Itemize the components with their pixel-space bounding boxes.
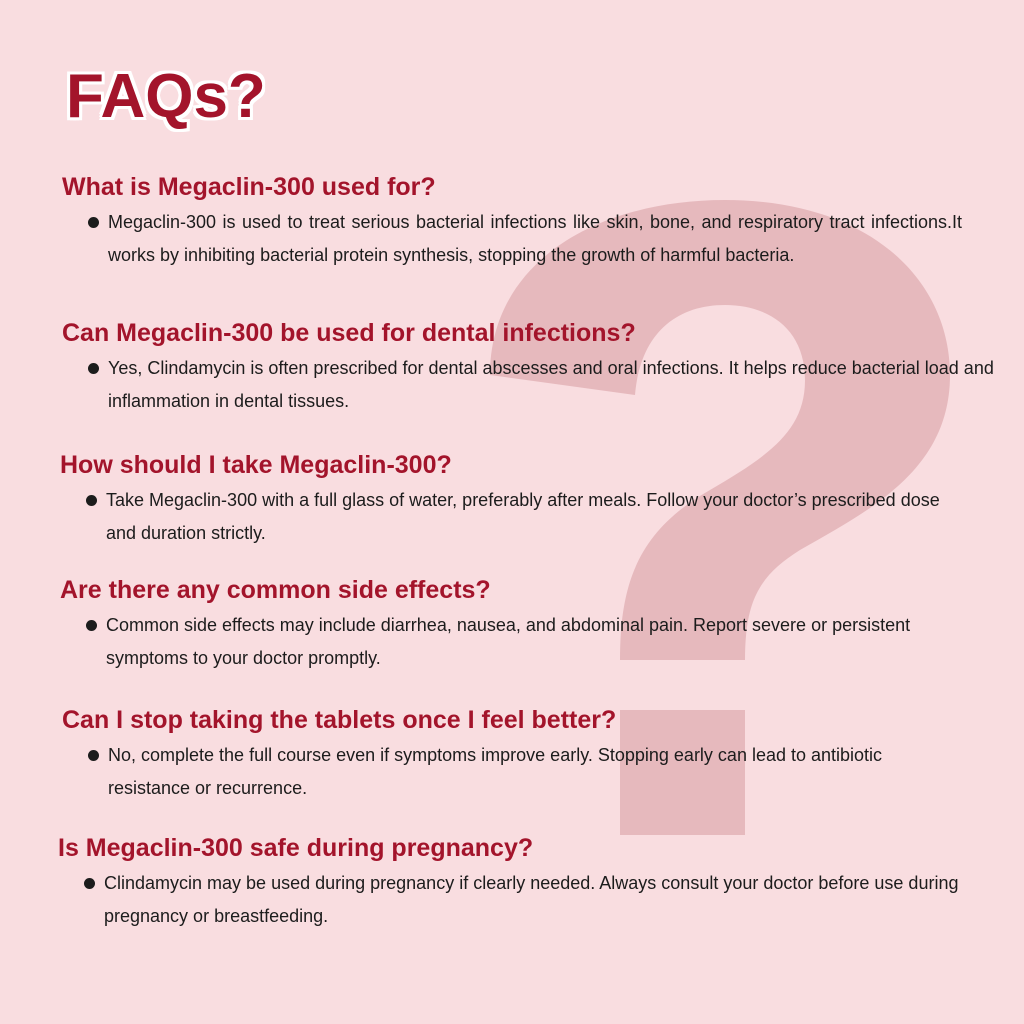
bullet-dot-icon <box>88 363 99 374</box>
faq-answer <box>62 352 1002 418</box>
faq-question: Can I stop taking the tablets once I feel better? <box>62 706 617 734</box>
faq-answer-text: Clindamycin may be used during pregnancy if clearly needed. Always consult your doctor before use during pregnancy or breastfeeding. <box>104 873 959 926</box>
faq-item <box>62 705 962 805</box>
bullet-dot-icon <box>88 750 99 761</box>
faq-item <box>60 575 980 675</box>
faq-item <box>62 318 1002 418</box>
faq-answer <box>60 609 980 675</box>
faq-item <box>62 172 962 272</box>
faq-answer-text: Yes, Clindamycin is often prescribed for dental abscesses and oral infections. It helps reduce bacterial load and inflammation in dental tissues. <box>108 358 994 411</box>
faq-answer <box>60 484 960 550</box>
faq-question: Can Megaclin-300 be used for dental infections? <box>62 319 636 347</box>
faq-answer-text: Megaclin-300 is used to treat serious bacterial infections like skin, bone, and respiratory tract infections.It works by inhibiting bacterial protein synthesis, stopping the growth of harmful bacteria. <box>108 212 962 265</box>
bullet-dot-icon <box>88 217 99 228</box>
faq-item <box>58 833 968 933</box>
bullet-dot-icon <box>86 620 97 631</box>
faq-answer <box>62 739 962 805</box>
faq-question: What is Megaclin-300 used for? <box>62 173 436 201</box>
page-title: FAQs? <box>66 62 266 131</box>
faq-answer-text: Take Megaclin-300 with a full glass of water, preferably after meals. Follow your doctor’s prescribed dose and duration strictly. <box>106 490 940 543</box>
faq-answer <box>58 867 968 933</box>
faq-answer-text: No, complete the full course even if symptoms improve early. Stopping early can lead to antibiotic resistance or recurrence. <box>108 745 883 798</box>
faq-question: Is Megaclin-300 safe during pregnancy? <box>58 834 534 862</box>
faq-question: Are there any common side effects? <box>60 576 491 604</box>
faq-item <box>60 450 960 550</box>
faq-answer <box>62 206 962 272</box>
faq-answer-text: Common side effects may include diarrhea, nausea, and abdominal pain. Report severe or persistent symptoms to your doctor promptly. <box>106 615 911 668</box>
faq-question: How should I take Megaclin-300? <box>60 451 452 479</box>
bullet-dot-icon <box>84 878 95 889</box>
bullet-dot-icon <box>86 495 97 506</box>
